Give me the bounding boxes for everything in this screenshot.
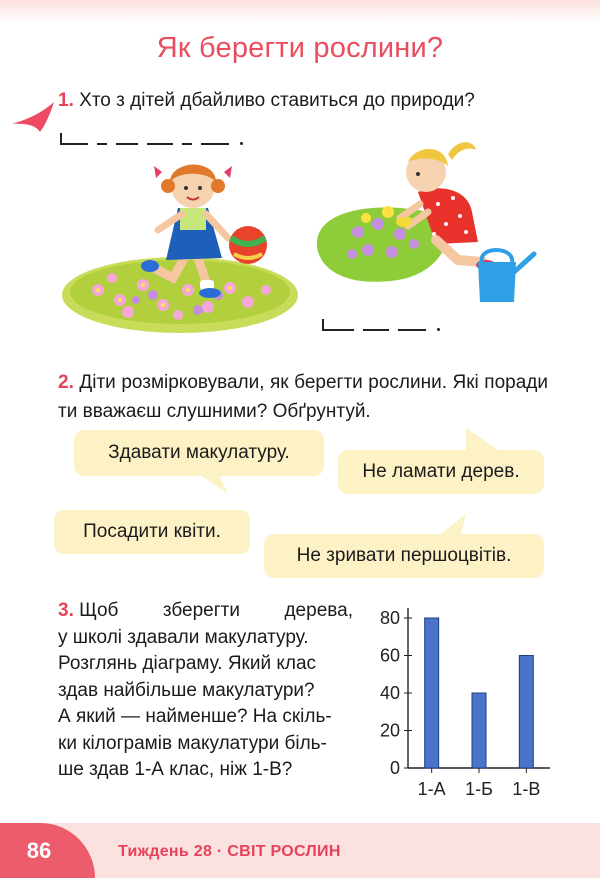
recycling-bar-chart — [370, 600, 560, 805]
task-1-text: Хто з дітей дбайливо ставиться до природи? — [79, 90, 475, 111]
advice-bubble-recycle-paper — [74, 430, 324, 476]
answer-blanks-1 — [60, 132, 243, 150]
task-3 — [58, 598, 353, 784]
task-3-line-1 — [58, 598, 353, 625]
advice-bubble-plant-flowers — [54, 510, 250, 554]
girl-watering-flowers-illustration — [308, 132, 538, 312]
page-number: 86 — [26, 838, 52, 863]
task-1-number: 1. — [58, 90, 74, 111]
advice-bubble-plant-flowers-text: Посадити квіти. — [83, 521, 221, 542]
task-3-word: дерева, — [284, 600, 353, 621]
bar — [425, 618, 439, 768]
x-tick-label: 1-А — [417, 779, 446, 799]
task-pointer-icon — [10, 100, 56, 134]
top-band — [0, 0, 600, 22]
answer-blanks-2 — [322, 318, 440, 336]
footer-section-title: Тиждень 28 · СВІТ РОСЛИН — [118, 843, 341, 860]
bar — [519, 656, 533, 769]
page-title: Як берегти рослини? — [156, 32, 444, 64]
advice-bubble-dont-pick-snowdrops — [264, 534, 544, 578]
girl-playing-ball-illustration — [58, 150, 298, 340]
y-tick-label: 20 — [379, 720, 400, 741]
y-tick-label: 60 — [379, 645, 400, 666]
task-3-number: 3. — [58, 600, 74, 621]
x-tick-label: 1-В — [512, 779, 541, 799]
advice-bubble-dont-break-trees-text: Не ламати дерев. — [362, 461, 520, 482]
y-tick-label: 0 — [389, 758, 400, 778]
task-3-word: Щоб — [79, 600, 119, 621]
task-1 — [58, 90, 578, 112]
y-tick-label: 40 — [379, 683, 400, 703]
task-3-line: А який — найменше? На скіль- — [58, 706, 332, 727]
task-3-line: ше здав 1-А клас, ніж 1-В? — [58, 759, 293, 780]
x-tick-label: 1-Б — [465, 779, 493, 799]
task-3-line: здав найбільше макулатури? — [58, 679, 315, 701]
y-tick-label: 80 — [379, 608, 400, 628]
advice-bubble-dont-pick-snowdrops-text: Не зривати першоцвітів. — [296, 545, 512, 566]
bar — [472, 693, 486, 768]
advice-bubble-recycle-paper-text: Здавати макулатуру. — [108, 442, 290, 463]
task-3-word: зберегти — [162, 600, 240, 621]
task-2 — [58, 368, 548, 426]
task-3-line: у школі здавали макулатуру. — [58, 626, 309, 648]
task-3-line: Розглянь діаграму. Який клас — [58, 653, 317, 674]
task-2-number: 2. — [58, 372, 74, 393]
advice-bubble-dont-break-trees — [338, 450, 544, 494]
task-2-text: Діти розмірковували, як берегти рослини. Які поради ти вважаєш слушними? Обґрунтуй. — [58, 372, 548, 422]
task-3-line: ки кілограмів макулатури біль- — [58, 732, 327, 754]
